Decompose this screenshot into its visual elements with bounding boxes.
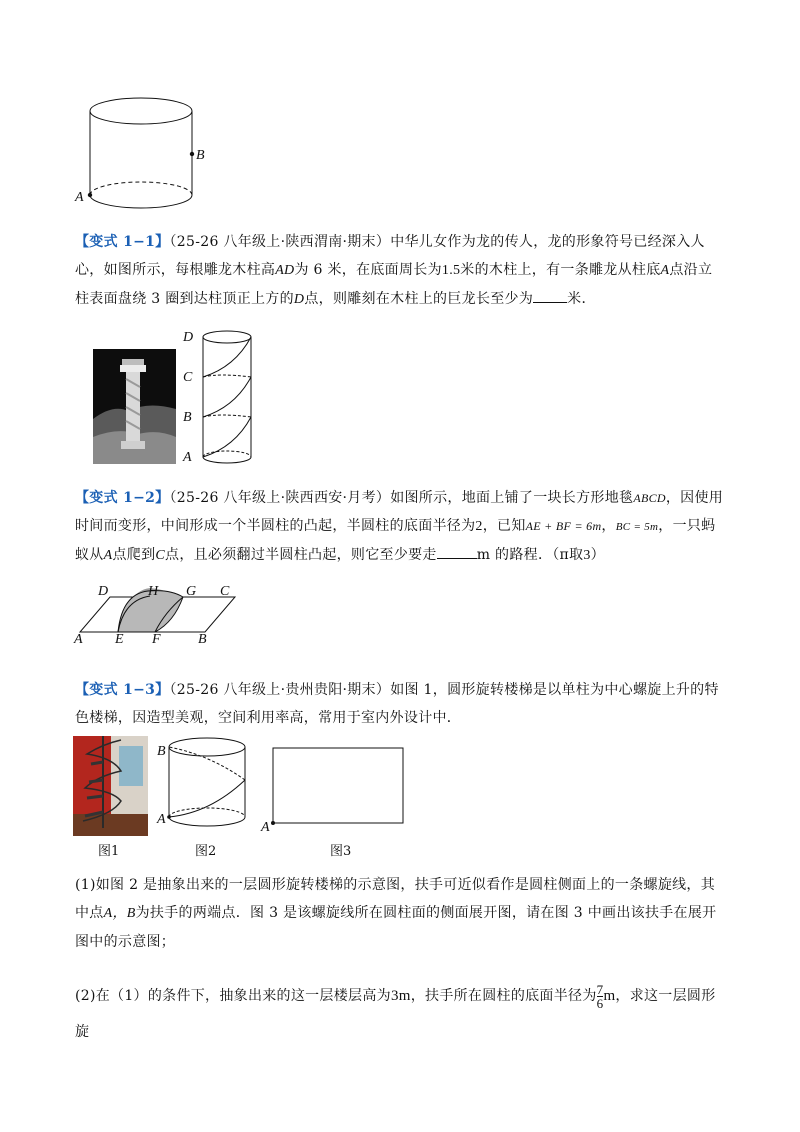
fig2-cylinder [155,735,255,835]
problem-1-2: 【变式 1−2】（25-26 八年级上·陕西西安·月考）如图所示，地面上铺了一块长方形地毯ABCD，因使用时间而变形，中间形成一个半圆柱的凸起，半圆柱的底面半径为2，已知AE + BF = 6m，BC = 5m，一只蚂蚁从A点爬到C点，且必须翻过半圆柱凸起，则它至少要走 m 的路程．（π取3） [75,490,724,563]
carpet-figure [70,582,250,647]
label-d: D [98,584,109,599]
label-a: A [74,632,83,647]
label-b: B [198,632,207,647]
label-e: E [115,632,124,647]
pillar-photo [93,349,176,464]
caption-fig3: 图3 [330,844,352,859]
label-b: B [157,744,166,759]
problem-tag: 【变式 1−2】 [75,490,170,506]
label-g: G [186,584,197,599]
label-f: F [152,632,161,647]
helix-pillar-figure [175,327,260,467]
problem-1-3: 【变式 1−3】（25-26 八年级上·贵州贵阳·期末）如图 1，圆形旋转楼梯是以单柱为中心螺旋上升的特色楼梯，因造型美观，空间利用率高，常用于室内外设计中． [75,682,719,726]
label-a: A [183,450,192,465]
label-d: D [183,330,194,345]
label-c: C [183,370,193,385]
point-b [190,152,194,156]
label-b: B [196,148,205,163]
figure-captions [60,840,420,860]
point-a [88,193,92,197]
label-b: B [183,410,192,425]
label-h: H [148,584,159,599]
staircase-photo [73,736,148,836]
caption-fig2: 图2 [195,844,217,859]
label-a: A [157,812,166,827]
answer-blank[interactable] [533,288,567,303]
caption-fig1: 图1 [98,844,120,859]
fig3-rectangle [260,745,410,835]
question-1: (1)如图 2 是抽象出来的一层圆形旋转楼梯的示意图，扶手可近似看作是圆柱侧面上的一条螺旋线，其中点A，B为扶手的两端点．图 3 是该螺旋线所在圆柱面的侧面展开图，请在图 3 中画出该扶手在展开图中的示意图； [75,877,717,950]
problem-1-1: 【变式 1−1】（25-26 八年级上·陕西渭南·期末）中华儿女作为龙的传人，龙的形象符号已经深入人心，如图所示，每根雕龙木柱高AD为 6 米，在底面周长为1.5米的木柱上，有一条雕龙从柱底A点沿立柱表面盘绕 3 圈到达柱顶正上方的D点，则雕刻在木柱上的巨龙长至少为 米． [75,234,713,307]
question-2: (2)在（1）的条件下，抽象出来的这一层楼层高为3m，扶手所在圆柱的底面半径为 $\frac{7}{6}$ m，求这一层圆形旋 [75,981,716,1040]
problem-tag: 【变式 1−3】 [75,682,170,698]
label-a: A [75,190,84,205]
cylinder-figure-top [70,90,220,220]
label-a: A [261,820,270,835]
fraction-radius: $\frac{7}{6}$ [596,981,604,1011]
label-c: C [220,584,230,599]
problem-tag: 【变式 1−1】 [75,234,170,250]
answer-blank[interactable] [437,544,477,559]
